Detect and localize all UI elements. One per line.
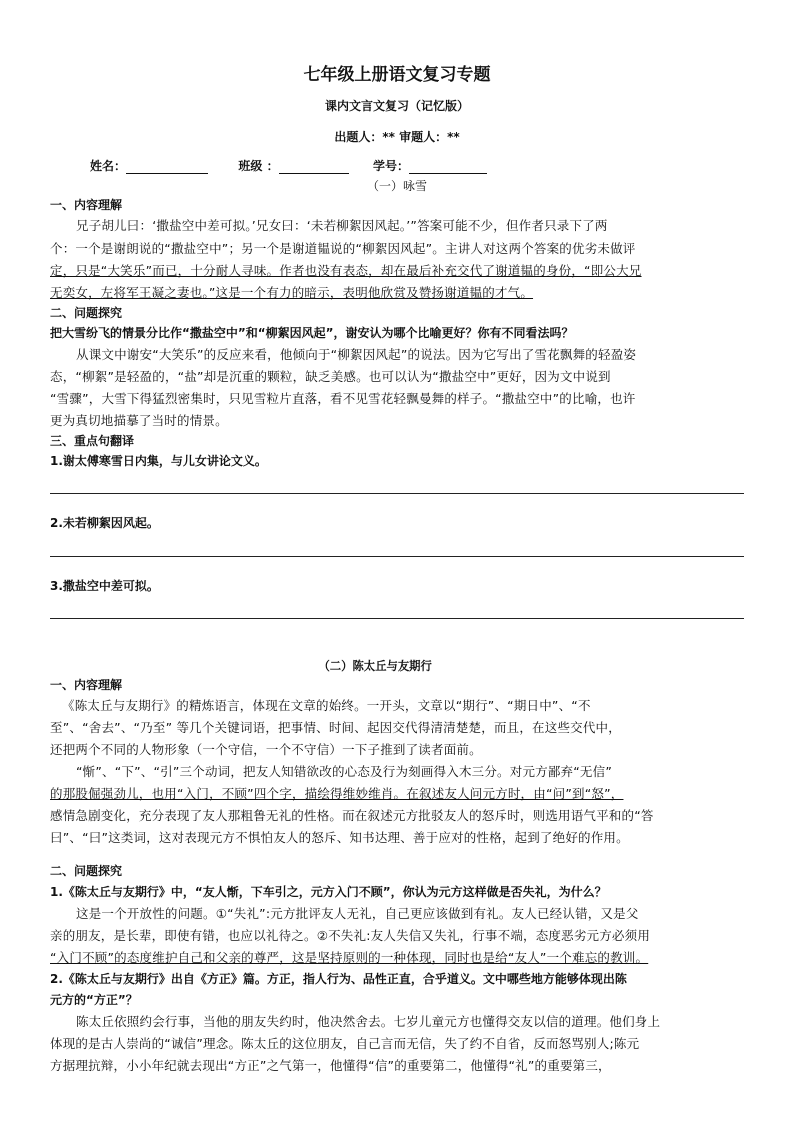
part1-s1-line: 兄子胡儿曰：‘撒盐空中差可拟。’兄女曰：‘未若柳絮因风起。’”答案可能不少，但作者只录下了两 (76, 218, 608, 233)
part2-question-2: 2.《陈太丘与友期行》出自《方正》篇。方正，指人行为、品性正直，合乎道义。文中哪些地方能够体现出陈 (50, 972, 627, 986)
answer-line[interactable] (50, 493, 744, 494)
answer-line[interactable] (50, 556, 744, 557)
part2-s1-line: 曰”、“曰”这类词，这对表现元方不惧怕友人的怒斥、知书达理、善于应对的性格，起到了绝好的作用。 (50, 830, 629, 845)
part2-s1-line: 至”、“舍去”、“乃至” 等几个关键词语，把事情、时间、起因交代得清清楚楚，而且，在这些交代中， (50, 720, 621, 735)
part2-title: （二）陈太丘与友期行 (318, 659, 432, 673)
part1-s2-question: 把大雪纷飞的情景分比作“撒盐空中”和“柳絮因风起”，谢安认为哪个比喻更好？你有不同看法吗？ (50, 326, 574, 340)
part2-s1-heading: 一、内容理解 (50, 678, 123, 692)
class-field[interactable] (279, 161, 349, 174)
part1-s1-heading: 一、内容理解 (50, 198, 123, 212)
part1-s2-line: 更为真切地描摹了当时的情景。 (50, 413, 228, 428)
part2-question-1: 1.《陈太丘与友期行》中，“友人惭，下车引之，元方入门不顾”，你认为元方这样做是否失礼，为什么？ (50, 885, 607, 899)
translation-item: 3.撒盐空中差可拟。 (50, 579, 159, 593)
part2-question-2: 元方的“方正”？ (50, 993, 138, 1007)
part1-s3-heading: 三、重点句翻译 (50, 434, 135, 448)
part2-q1-line: 这是一个开放性的问题。①“失礼”:元方批评友人无礼，自己更应该做到有礼。友人已经认错，又是父 (76, 906, 639, 921)
part2-s1-line: 感情急剧变化，充分表现了友人那粗鲁无礼的性格。而在叙述元方批驳友人的怒斥时，则选用语气平和的“答 (50, 808, 654, 823)
answer-line[interactable] (50, 618, 744, 619)
page-subtitle: 课内文言文复习（记忆版） (324, 99, 469, 113)
part2-s2-heading: 二、问题探究 (50, 864, 123, 878)
part1-title: （一）咏雪 (366, 179, 427, 193)
part2-q2-line: 方据理抗辩，小小年纪就去现出“方正”之气第一，他懂得“信”的重要第二，他懂得“礼”的重要第三， (50, 1058, 611, 1073)
id-label: 学号： (372, 159, 409, 173)
part1-s2-heading: 二、问题探究 (50, 306, 123, 320)
translation-item: 2.未若柳絮因风起。 (50, 516, 159, 530)
part1-s1-line: 定，只是“大笑乐”而已，十分耐人寻味。作者也没有表态，却在最后补充交代了谢道韫的身份，“即公大兄 (50, 263, 642, 278)
part1-s2-line: 态，“柳絮”是轻盈的，“盐”却是沉重的颗粒，缺乏美感。也可以认为“撒盐空中”更好，因为文中说到 (50, 369, 611, 384)
class-label: 班级 ： (238, 159, 279, 173)
part2-s1-line: 《陈太丘与友期行》的精炼语言，体现在文章的始终。一开头，文章以“期行”、“期日中”、“不 (62, 698, 591, 713)
part2-q1-line: “入门不顾”的态度维护自己和父亲的尊严，这是坚持原则的一种体现，同时也是给“友人”一个难忘的教训。 (50, 950, 649, 965)
part2-q1-line: 亲的朋友，是长辈，即使有错，也应以礼待之。②不失礼:友人失信又失礼，行事不端，态度恶劣元方必须用 (50, 928, 651, 943)
part2-s1-line: 还把两个不同的人物形象（一个守信，一个不守信）一下子推到了读者面前。 (50, 742, 482, 757)
part1-s1-line: 无奕女，左将军王凝之妻也。”这是一个有力的暗示，表明他欣赏及赞扬谢道韫的才气。 (50, 285, 534, 300)
part2-s1-line: 的那股倔强劲儿，也用“入门，不顾”四个字，描绘得维妙维肖。在叙述友人问元方时，由“问”到“怒”， (50, 786, 624, 801)
student-info-row (90, 157, 487, 174)
part2-q2-line: 陈太丘依照约会行事，当他的朋友失约时，他决然舍去。七岁儿童元方也懂得交友以信的道理。他们身上 (76, 1014, 661, 1029)
part1-s2-line: “雪骤”，大雪下得猛烈密集时，只见雪粒片直落，看不见雪花轻飘曼舞的样子。“撒盐空中”的比喻，也许 (50, 391, 636, 406)
page-title: 七年级上册语文复习专题 (303, 65, 491, 85)
part1-s2-line: 从课文中谢安“大笑乐”的反应来看，他倾向于“柳絮因风起”的说法。因为它写出了雪花飘舞的轻盈姿 (76, 347, 637, 362)
name-field[interactable] (126, 161, 208, 174)
part1-s1-line: 个：一个是谢朗说的“撒盐空中”；另一个是谢道韫说的“柳絮因风起”。主讲人对这两个答案的优劣未做评 (50, 241, 636, 256)
part2-s1-line: “惭”、“下”、“引”三个动词，把友人知错欲改的心态及行为刻画得入木三分。对元方鄙弃“无信” (76, 764, 613, 779)
name-label: 姓名： (90, 159, 127, 173)
translation-item: 1.谢太傅寒雪日内集，与儿女讲论文义。 (50, 454, 267, 468)
part2-q2-line: 体现的是古人崇尚的“诚信”理念。陈太丘的这位朋友，自己言而无信，失了约不自省，反而怒骂别人;陈元 (50, 1036, 640, 1051)
authors-line: 出题人：** 审题人：** (334, 130, 460, 144)
id-field[interactable] (409, 161, 487, 174)
